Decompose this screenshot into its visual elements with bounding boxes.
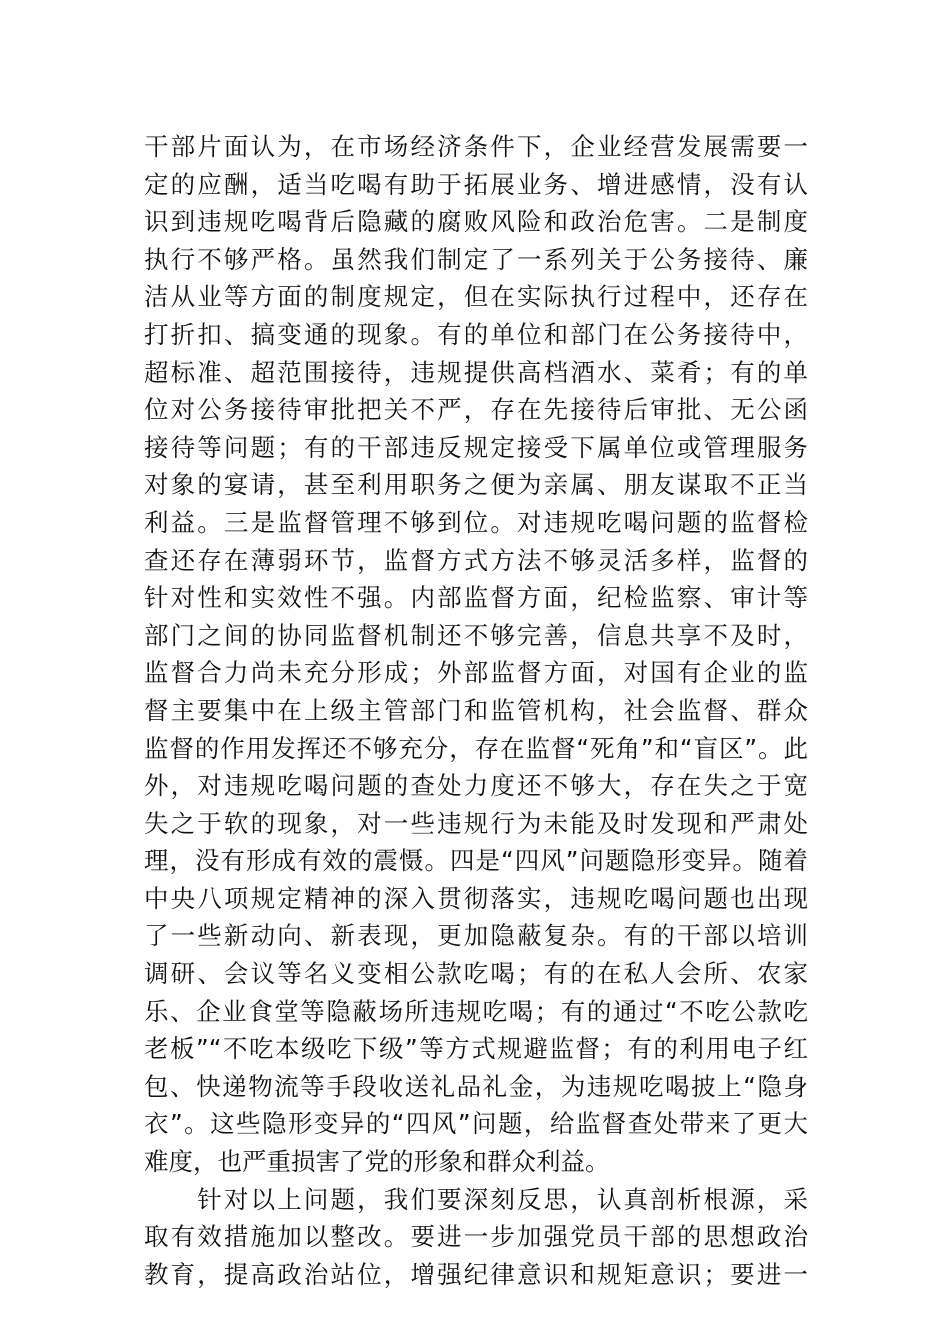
text-line: 监督合力尚未充分形成；外部监督方面，对国有企业的监 [144,658,808,688]
text-line: 中央八项规定精神的深入贯彻落实，违规吃喝问题也出现 [144,883,808,913]
paragraph-2 [144,1181,808,1294]
text-line: 教育，提高政治站位，增强纪律意识和规矩意识；要进一 [144,1259,808,1289]
text-line: 利益。三是监督管理不够到位。对违规吃喝问题的监督检 [144,507,808,537]
text-line: 老板”“不吃本级吃下级”等方式规避监督；有的利用电子红 [144,1034,808,1064]
text-line: 理，没有形成有效的震慑。四是“四风”问题隐形变异。随着 [144,846,808,876]
text-line: 干部片面认为，在市场经济条件下，企业经营发展需要一 [144,132,808,161]
text-line: 针对以上问题，我们要深刻反思，认真剖析根源，采 [144,1184,808,1214]
text-line: 督主要集中在上级主管部门和监管机构，社会监督、群众 [144,695,808,725]
body-text [144,128,808,1293]
text-line: 衣”。这些隐形变异的“四风”问题，给监督查处带来了更大 [144,1109,808,1139]
text-line: 接待等问题；有的干部违反规定接受下属单位或管理服务 [144,432,808,462]
text-line: 查还存在薄弱环节，监督方式方法不够灵活多样，监督的 [144,545,808,575]
text-line: 打折扣、搞变通的现象。有的单位和部门在公务接待中， [144,319,808,349]
text-line: 了一些新动向、新表现，更加隐蔽复杂。有的干部以培训 [144,921,808,951]
text-line: 包、快递物流等手段收送礼品礼金，为违规吃喝披上“隐身 [144,1071,808,1101]
text-line: 对象的宴请，甚至利用职务之便为亲属、朋友谋取不正当 [144,470,808,500]
text-line: 乐、企业食堂等隐蔽场所违规吃喝；有的通过“不吃公款吃 [144,996,808,1026]
text-line: 调研、会议等名义变相公款吃喝；有的在私人会所、农家 [144,959,808,989]
paragraph-1 [144,128,808,1181]
text-line: 取有效措施加以整改。要进一步加强党员干部的思想政治 [144,1222,808,1252]
text-line: 识到违规吃喝背后隐藏的腐败风险和政治危害。二是制度 [144,207,808,237]
text-line: 执行不够严格。虽然我们制定了一系列关于公务接待、廉 [144,244,808,274]
text-line: 监督的作用发挥还不够充分，存在监督“死角”和“盲区”。此 [144,733,808,763]
text-line: 超标准、超范围接待，违规提供高档酒水、菜肴；有的单 [144,357,808,387]
text-line: 难度，也严重损害了党的形象和群众利益。 [144,1147,610,1177]
text-line: 位对公务接待审批把关不严，存在先接待后审批、无公函 [144,395,808,425]
text-line: 失之于软的现象，对一些违规行为未能及时发现和严肃处 [144,808,808,838]
text-line: 针对性和实效性不强。内部监督方面，纪检监察、审计等 [144,583,808,613]
text-line: 部门之间的协同监督机制还不够完善，信息共享不及时， [144,620,808,650]
text-line: 洁从业等方面的制度规定，但在实际执行过程中，还存在 [144,282,808,312]
text-line: 定的应酬，适当吃喝有助于拓展业务、增进感情，没有认 [144,169,808,199]
text-line: 外，对违规吃喝问题的查处力度还不够大，存在失之于宽 [144,771,808,801]
